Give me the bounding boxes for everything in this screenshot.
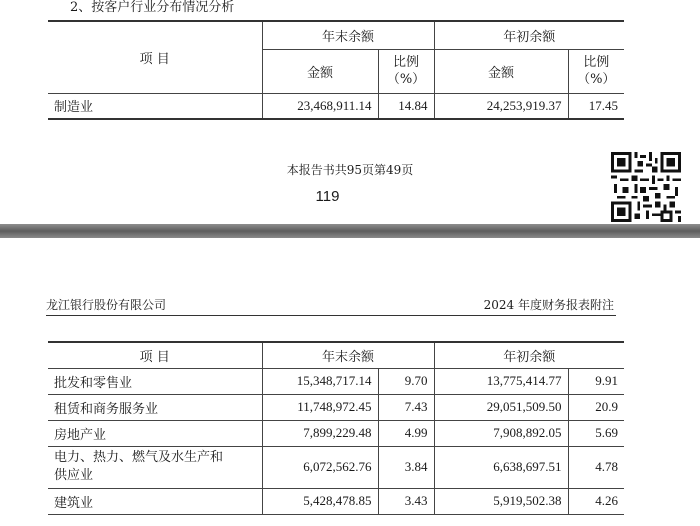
end-amount: 7,899,229.48 — [262, 420, 378, 446]
row-label: 制造业 — [48, 93, 262, 119]
row-label: 批发和零售业 — [48, 368, 262, 394]
end-amount: 11,748,972.45 — [262, 394, 378, 420]
table-row — [48, 93, 624, 119]
end-amount: 23,468,911.14 — [262, 93, 378, 119]
industry-distribution-table-bottom — [48, 341, 624, 515]
end-amount: 5,428,478.85 — [262, 488, 378, 514]
header-year-end: 年末余额 — [262, 21, 434, 49]
table-row — [48, 394, 624, 420]
end-ratio: 14.84 — [378, 93, 434, 119]
row-label: 租赁和商务服务业 — [48, 394, 262, 420]
start-ratio: 4.26 — [568, 488, 624, 514]
header-start-amount: 金额 — [434, 49, 568, 93]
header-year-start: 年初余额 — [434, 21, 624, 49]
end-ratio: 7.43 — [378, 394, 434, 420]
end-ratio: 3.84 — [378, 446, 434, 488]
start-amount: 7,908,892.05 — [434, 420, 568, 446]
page-separator — [0, 224, 700, 238]
header-year-end: 年末余额 — [262, 342, 434, 368]
header-item: 项 目 — [48, 342, 262, 368]
end-ratio: 4.99 — [378, 420, 434, 446]
start-ratio: 9.91 — [568, 368, 624, 394]
start-amount: 24,253,919.37 — [434, 93, 568, 119]
start-ratio: 20.9 — [568, 394, 624, 420]
start-ratio: 5.69 — [568, 420, 624, 446]
report-title-header: 2024 年度财务报表附注 — [483, 298, 614, 312]
end-amount: 6,072,562.76 — [262, 446, 378, 488]
start-amount: 29,051,509.50 — [434, 394, 568, 420]
page-number: 119 — [315, 188, 340, 205]
header-divider — [46, 315, 616, 316]
row-label: 建筑业 — [48, 488, 262, 514]
industry-distribution-table-top — [48, 20, 624, 120]
start-ratio: 17.45 — [568, 93, 624, 119]
header-year-start: 年初余额 — [434, 342, 624, 368]
table-row — [48, 446, 624, 488]
upper-page — [0, 0, 700, 224]
start-amount: 6,638,697.51 — [434, 446, 568, 488]
header-start-ratio: 比例 （%） — [568, 49, 624, 93]
table-row — [48, 368, 624, 394]
end-ratio: 3.43 — [378, 488, 434, 514]
header-end-amount: 金额 — [262, 49, 378, 93]
page-count-text: 本报告书共95页第49页 — [286, 163, 414, 177]
header-item: 项 目 — [48, 21, 262, 93]
start-amount: 13,775,414.77 — [434, 368, 568, 394]
bank-name-header: 龙江银行股份有限公司 — [46, 298, 167, 312]
row-label: 电力、热力、燃气及水生产和 供应业 — [48, 446, 262, 488]
lower-page — [0, 238, 700, 526]
start-ratio: 4.78 — [568, 446, 624, 488]
end-ratio: 9.70 — [378, 368, 434, 394]
row-label: 房地产业 — [48, 420, 262, 446]
header-end-ratio: 比例 （%） — [378, 49, 434, 93]
start-amount: 5,919,502.38 — [434, 488, 568, 514]
section-heading: 2、按客户行业分布情况分析 — [70, 0, 235, 15]
table-row — [48, 488, 624, 514]
end-amount: 15,348,717.14 — [262, 368, 378, 394]
qr-code-icon — [610, 152, 682, 222]
table-row — [48, 420, 624, 446]
